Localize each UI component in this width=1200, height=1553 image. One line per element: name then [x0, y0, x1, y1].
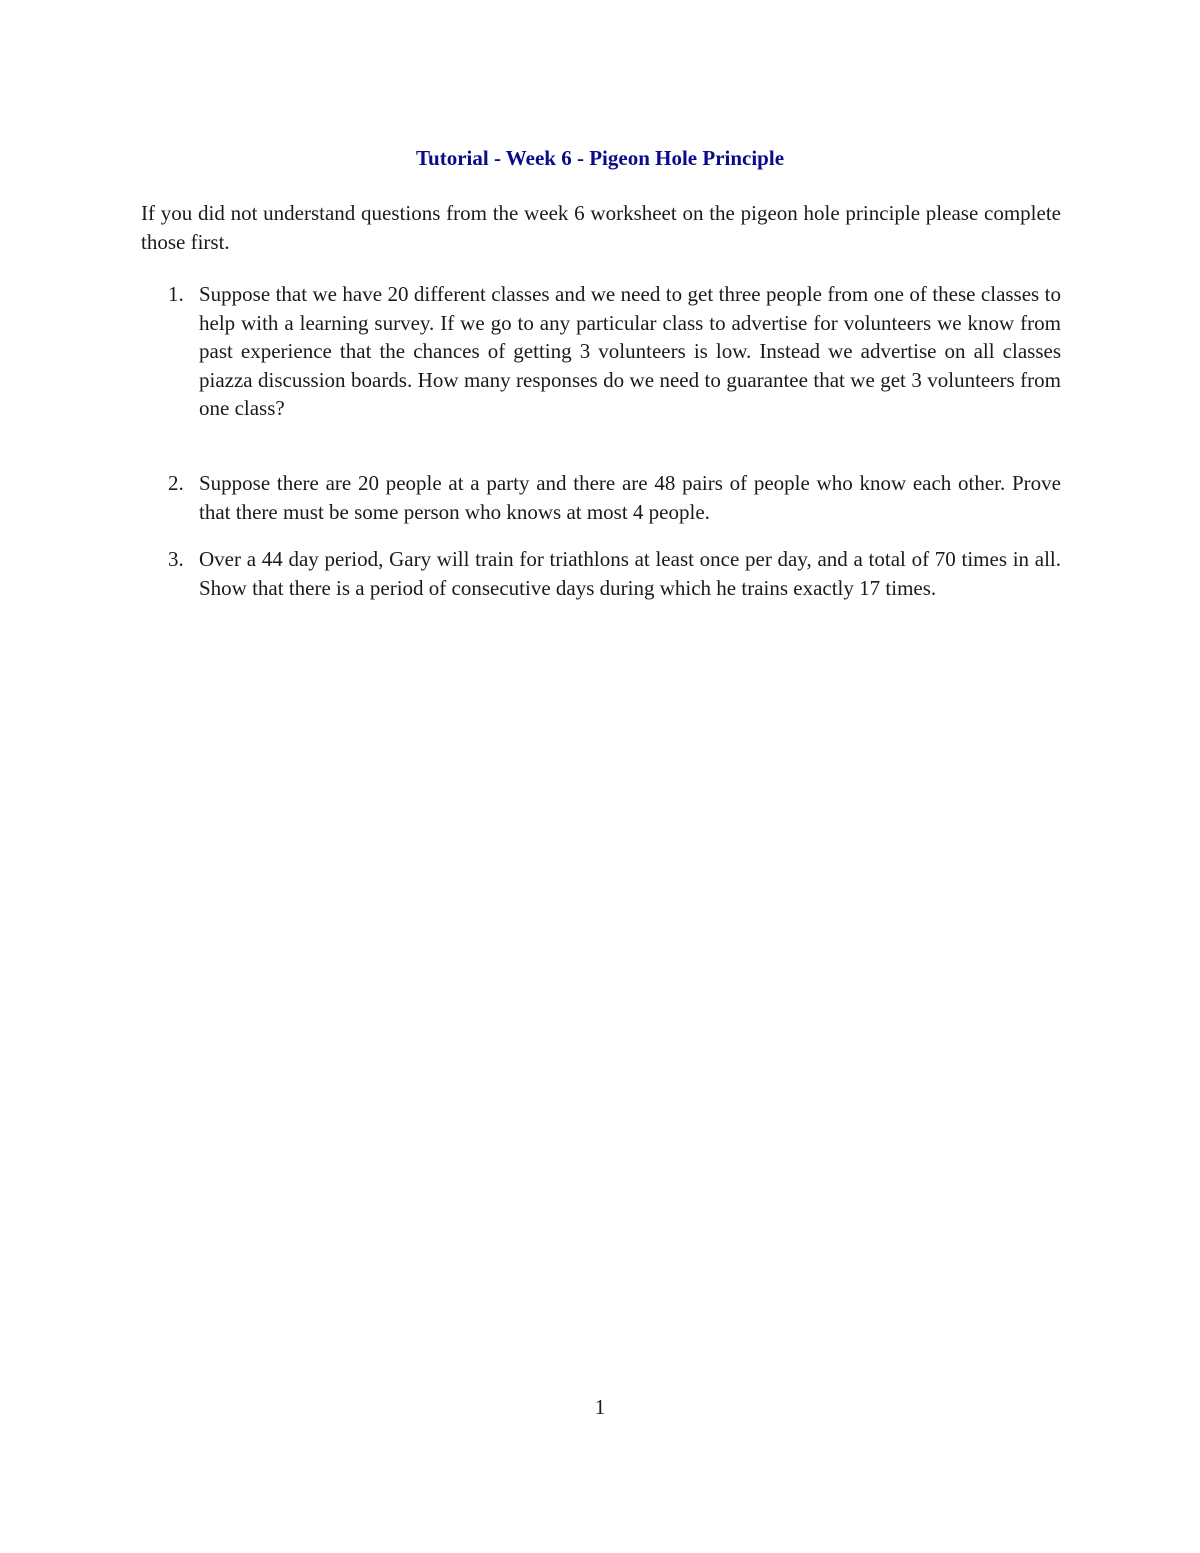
question-text: Suppose that we have 20 different classes and we need to get three people from one of these classes to help with a learning survey. If we go to any particular class to advertise for volunteers we know from past experience that the chances of getting 3 volunteers is low. Instead we advertise on all classes piazza discussion boards. How many responses do we need to guarantee that we get 3 volunteers from one class? — [199, 282, 1061, 420]
page-number: 1 — [594, 1395, 606, 1419]
question-item-1 — [141, 280, 1061, 423]
question-item-3 — [141, 545, 1061, 602]
document-title: Tutorial - Week 6 - Pigeon Hole Principle — [415, 146, 785, 170]
intro-paragraph: If you did not understand questions from the week 6 worksheet on the pigeon hole principle please complete those first. — [141, 201, 1061, 254]
question-text: Suppose there are 20 people at a party and there are 48 pairs of people who know each other. Prove that there must be some person who knows at most 4 people. — [199, 471, 1061, 524]
question-text: Over a 44 day period, Gary will train for triathlons at least once per day, and a total of 70 times in all. Show that there is a period of consecutive days during which he trains exactly 17 times. — [199, 547, 1061, 600]
question-number: 3. — [168, 547, 184, 571]
question-item-2 — [141, 469, 1061, 526]
question-number: 2. — [168, 471, 184, 495]
question-number: 1. — [168, 282, 184, 306]
